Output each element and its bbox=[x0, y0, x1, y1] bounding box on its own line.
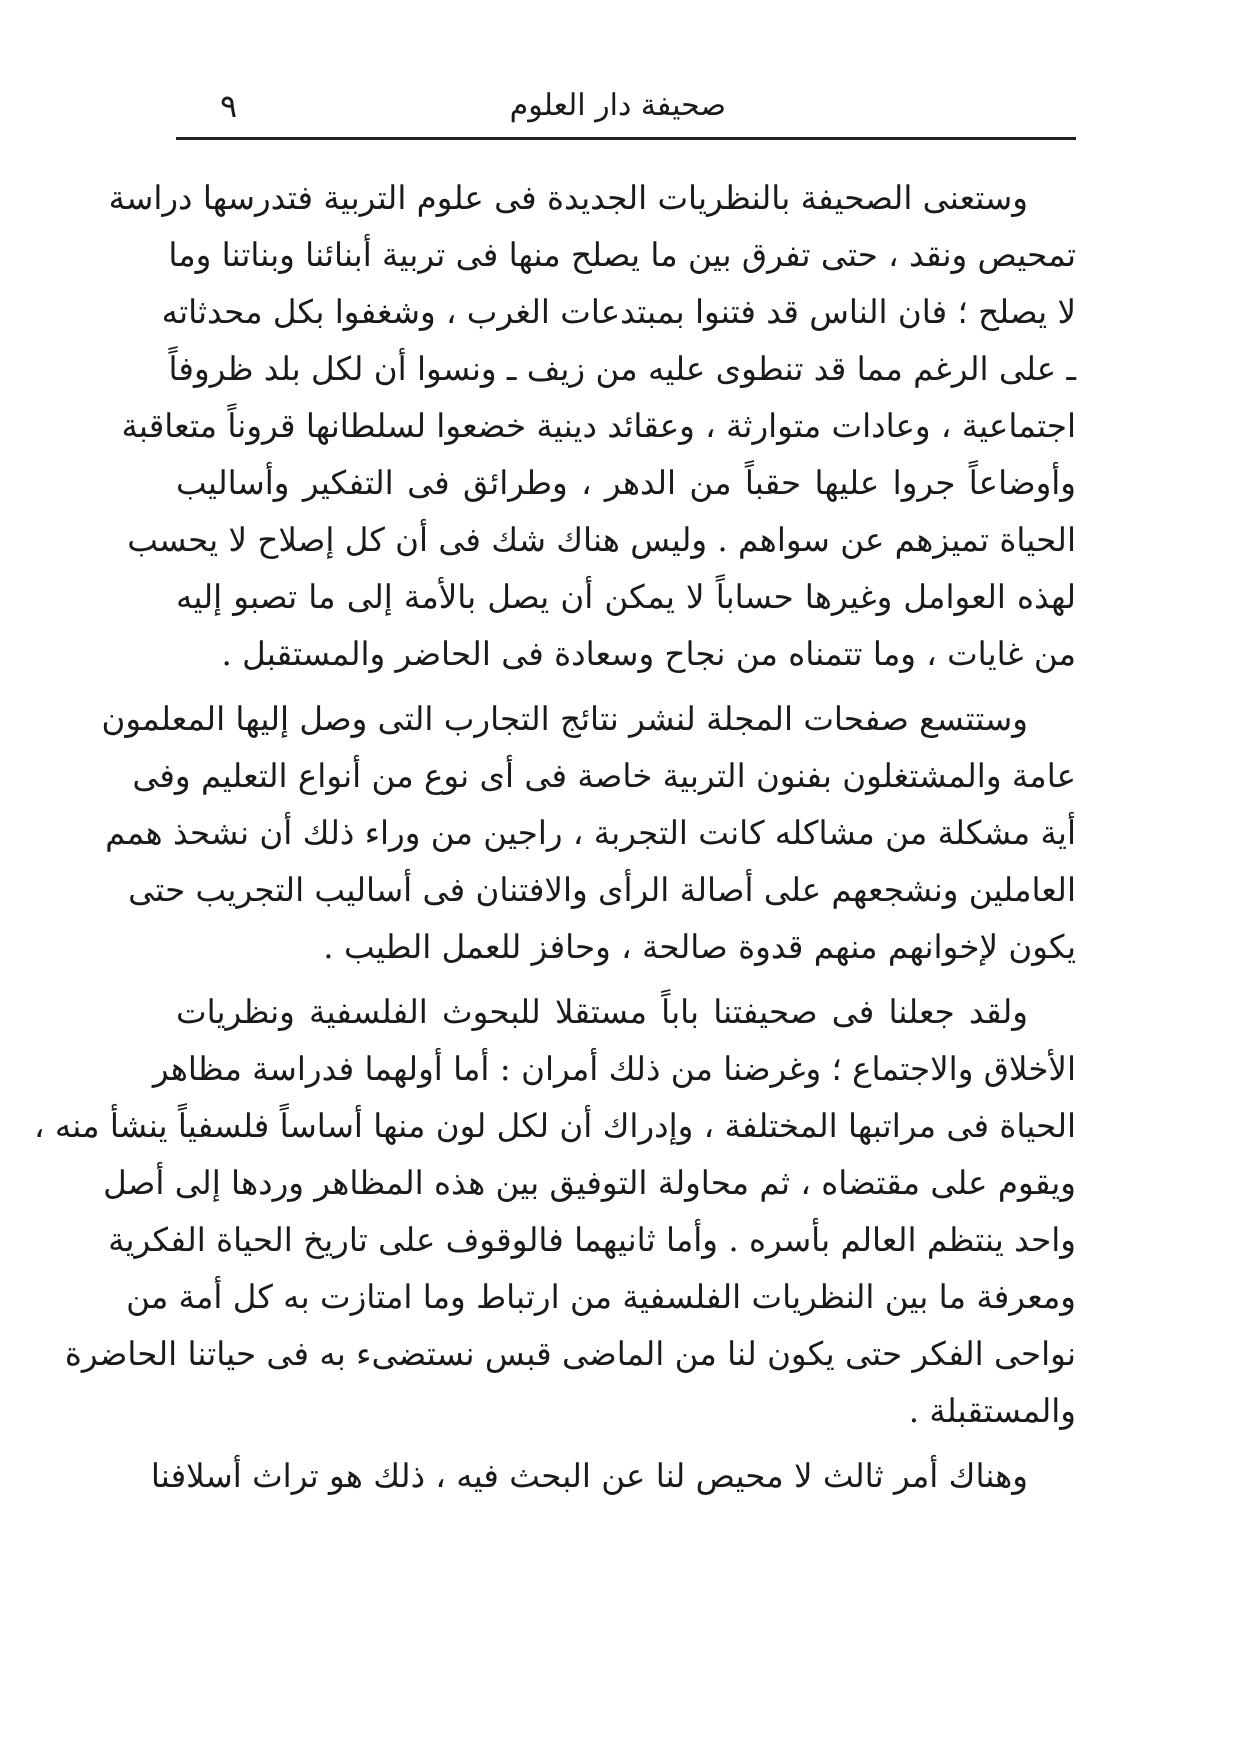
text-line: اجتماعية ، وعادات متوارثة ، وعقائد دينية خضعوا لسلطانها قروناً متعاقبة bbox=[121, 407, 1076, 445]
header-rule bbox=[176, 137, 1076, 140]
text-line: لا يصلح ؛ فان الناس قد فتنوا بمبتدعات الغرب ، وشغفوا بكل محدثاته bbox=[161, 293, 1076, 331]
text-line: الأخلاق والاجتماع ؛ وغرضنا من ذلك أمران : أما أولهما فدراسة مظاهر bbox=[152, 1050, 1076, 1088]
text-line: عامة والمشتغلون بفنون التربية خاصة فى أى نوع من أنواع التعليم وفى bbox=[132, 757, 1076, 795]
text-line: والمستقبلة . bbox=[908, 1392, 1076, 1430]
text-line: نواحى الفكر حتى يكون لنا من الماضى قبس نستضىء به فى حياتنا الحاضرة bbox=[64, 1335, 1076, 1373]
text-line: وأوضاعاً جروا عليها حقباً من الدهر ، وطرائق فى التفكير وأساليب bbox=[176, 464, 1076, 502]
text-line: لهذه العوامل وغيرها حساباً لا يمكن أن يصل بالأمة إلى ما تصبو إليه bbox=[176, 578, 1076, 616]
text-line: الحياة تميزهم عن سواهم . وليس هناك شك فى أن كل إصلاح لا يحسب bbox=[127, 521, 1076, 559]
page-number: ٩ bbox=[220, 87, 238, 125]
text-line: العاملين ونشجعهم على أصالة الرأى والافتنان فى أساليب التجريب حتى bbox=[128, 871, 1076, 909]
text-line: تمحيص ونقد ، حتى تفرق بين ما يصلح منها فى تربية أبنائنا وبناتنا وما bbox=[168, 236, 1076, 274]
text-line: يكون لإخوانهم منهم قدوة صالحة ، وحافز للعمل الطيب . bbox=[323, 928, 1076, 966]
text-line: وهناك أمر ثالث لا محيص لنا عن البحث فيه ، ذلك هو تراث أسلافنا bbox=[150, 1457, 1028, 1495]
text-line: ـ على الرغم مما قد تنطوى عليه من زيف ـ ونسوا أن لكل بلد ظروفاً bbox=[168, 350, 1076, 388]
text-line: ولقد جعلنا فى صحيفتنا باباً مستقلا للبحوث الفلسفية ونظريات bbox=[176, 993, 1028, 1031]
journal-title: صحيفة دار العلوم bbox=[509, 88, 726, 123]
text-line: وستتسع صفحات المجلة لنشر نتائج التجارب التى وصل إليها المعلمون bbox=[101, 700, 1028, 738]
text-line: من غايات ، وما تتمناه من نجاح وسعادة فى الحاضر والمستقبل . bbox=[221, 635, 1076, 673]
page-header bbox=[176, 84, 1076, 134]
text-line: أية مشكلة من مشاكله كانت التجربة ، راجين من وراء ذلك أن نشحذ همم bbox=[105, 814, 1076, 852]
text-line: الحياة فى مراتبها المختلفة ، وإدراك أن لكل لون منها أساساً فلسفياً ينشأ منه ، bbox=[34, 1107, 1076, 1145]
text-line: وستعنى الصحيفة بالنظريات الجديدة فى علوم التربية فتدرسها دراسة bbox=[108, 179, 1028, 217]
text-line: ومعرفة ما بين النظريات الفلسفية من ارتباط وما امتازت به كل أمة من bbox=[126, 1278, 1076, 1316]
text-line: واحد ينتظم العالم بأسره . وأما ثانيهما فالوقوف على تاريخ الحياة الفكرية bbox=[108, 1221, 1076, 1259]
body-text bbox=[34, 170, 1076, 1505]
text-line: ويقوم على مقتضاه ، ثم محاولة التوفيق بين هذه المظاهر وردها إلى أصل bbox=[103, 1164, 1076, 1202]
